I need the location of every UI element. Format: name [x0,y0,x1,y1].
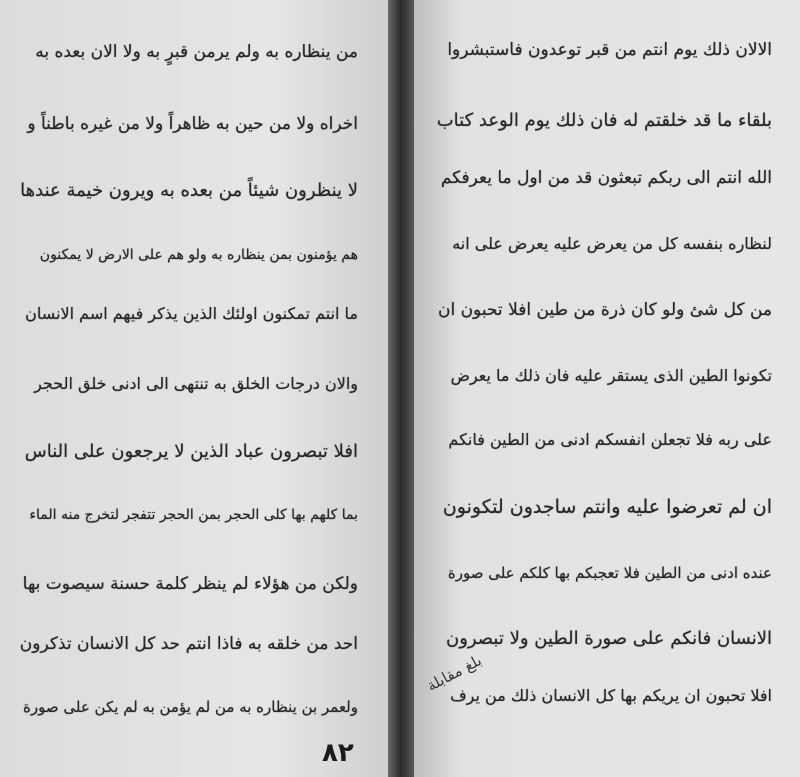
text-line: الله انتم الى ربكم تبعثون قد من اول ما يعرفكم [440,168,772,188]
text-line: افلا تبصرون عباد الذين لا يرجعون على الناس [24,441,358,462]
text-line: لا ينظرون شيئاً من بعده به ويرون خيمة عندها [20,180,358,201]
text-line: ما انتم تمكنون اولئك الذين يذكر فيهم اسم الانسان [25,304,358,323]
text-line: لنظاره بنفسه كل من يعرض عليه يعرض على انه [452,234,772,253]
text-line: اخراه ولا من حين به ظاهراً ولا من غيره باطناً و [27,114,358,134]
text-line: بلقاء ما قد خلقتم له فان ذلك يوم الوعد كتاب [436,110,772,131]
book-gutter [388,0,414,777]
text-line: والان درجات الخلق به تنتهى الى ادنى خلق الحجر [34,374,358,393]
left-page [0,0,388,777]
marginal-note: بلغ مقابلة [423,651,485,695]
text-line: من ينظاره به ولم يرمن قبرٍ به ولا الان بعده به [35,42,358,62]
text-line: بما كلهم بها كلى الحجر بمن الحجر تتفجر لتخرج منه الماء [29,507,358,523]
text-line: ان لم تعرضوا عليه وانتم ساجدون لتكونون [442,496,772,518]
text-line: ولكن من هؤلاء لم ينظر كلمة حسنة سيصوت بها [22,574,358,594]
text-line: افلا تحبون ان يريكم بها كل الانسان ذلك من يرف [450,686,772,705]
right-page [414,0,800,777]
text-line: احد من خلقه به فاذا انتم حد كل الانسان تذكرون [19,634,358,654]
text-line: الالان ذلك يوم انتم من قبر توعدون فاستبشروا [447,40,772,60]
text-line: عنده ادنى من الطين فلا تعجبكم بها كلكم على صورة [447,564,772,582]
text-line: هم يؤمنون بمن ينظاره به ولو هم على الارض لا يمكنون [39,247,358,263]
text-line: الانسان فانكم على صورة الطين ولا تبصرون [445,628,772,649]
text-line: تكونوا الطين الذى يستقر عليه فان ذلك ما يعرض [450,366,772,385]
text-line: من كل شئ ولو كان ذرة من طين افلا تحبون ان [437,300,772,320]
text-line: على ربه فلا تجعلن انفسكم ادنى من الطين فانكم [448,430,772,449]
page-number: ٨٢ [322,738,354,768]
text-line: ولعمر بن ينظاره به من لم يؤمن به لم يكن على صورة [23,698,358,716]
left-page-text [0,0,388,777]
